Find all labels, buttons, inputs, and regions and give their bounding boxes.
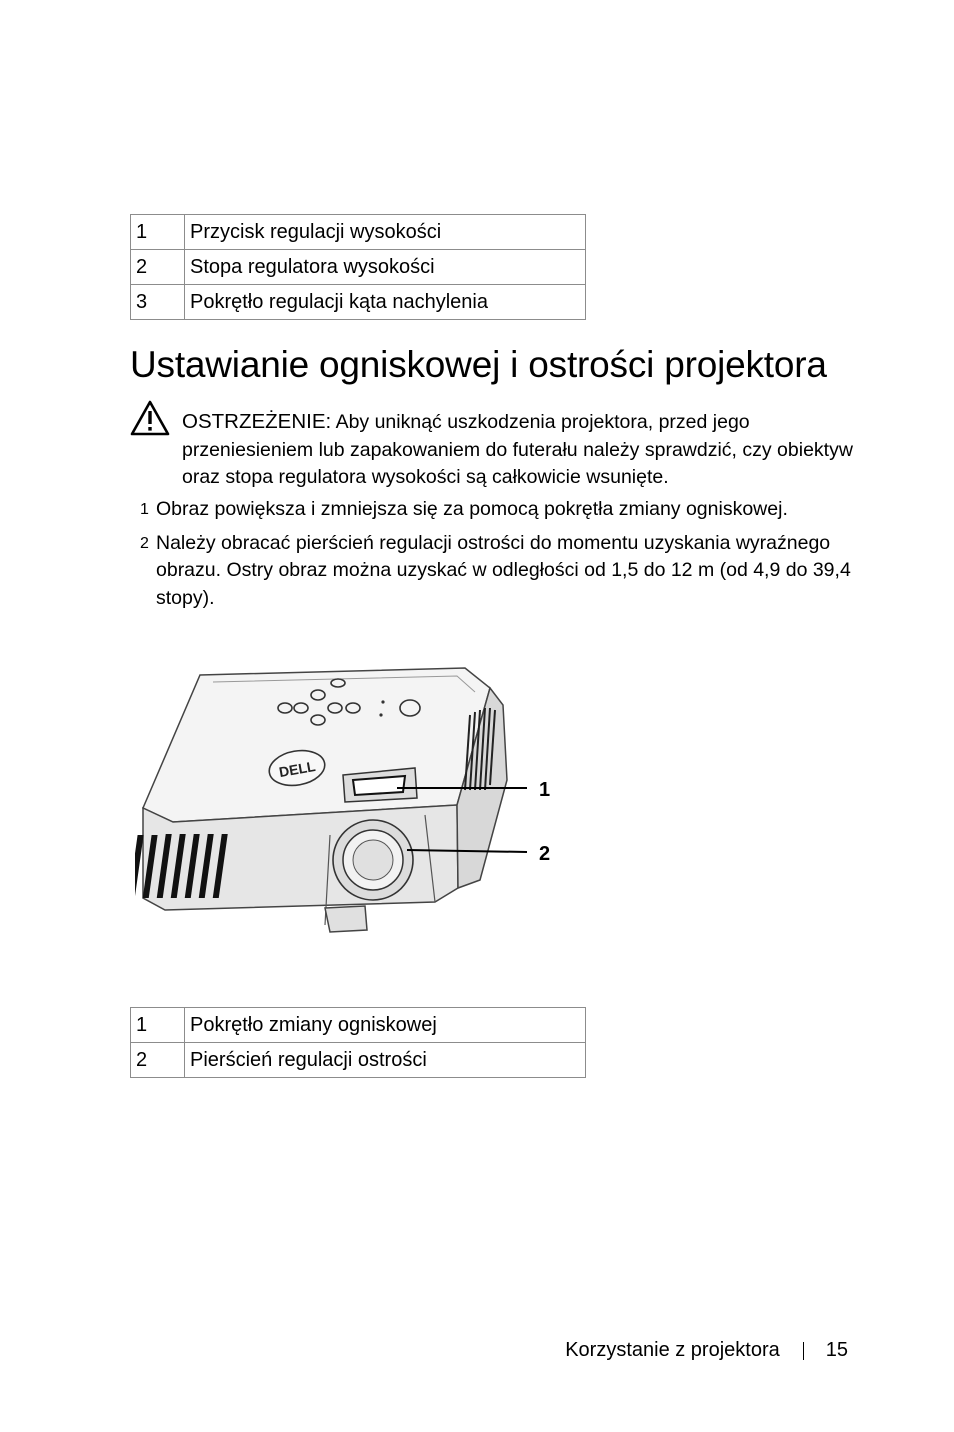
step-number: 1: [140, 501, 149, 518]
list-item: [140, 496, 880, 524]
callout-2: 2: [539, 843, 551, 865]
row-label: Pierścień regulacji ostrości: [185, 1043, 586, 1078]
steps-list: [140, 496, 880, 618]
warning-note: [182, 408, 862, 492]
legend-table-bottom: [130, 1007, 586, 1078]
footer-divider: [803, 1342, 804, 1360]
warning-text: Aby uniknąć uszkodzenia projektora, przed jego przeniesieniem lub zapakowaniem do futerału należy sprawdzić, czy obiektyw oraz stopa regulatora wysokości są całkowicie wsunięte.: [182, 411, 853, 488]
warning-label: OSTRZEŻENIE:: [182, 410, 332, 433]
row-number: 3: [131, 285, 185, 320]
table-row: [131, 1043, 586, 1078]
row-number: 2: [131, 250, 185, 285]
page-footer: [565, 1339, 848, 1362]
step-number: 2: [140, 534, 149, 552]
table-row: [131, 215, 586, 250]
page-number: 15: [825, 1339, 848, 1361]
row-number: 1: [131, 1008, 185, 1043]
list-item: [140, 530, 880, 613]
row-label: Pokrętło regulacji kąta nachylenia: [185, 285, 586, 320]
table-row: [131, 285, 586, 320]
row-label: Stopa regulatora wysokości: [185, 250, 586, 285]
footer-section-name: Korzystanie z projektora: [565, 1339, 780, 1361]
table-row: [131, 250, 586, 285]
row-label: Pokrętło zmiany ogniskowej: [185, 1008, 586, 1043]
table-row: [131, 1008, 586, 1043]
callout-1: 1: [539, 779, 551, 801]
step-text: Obraz powiększa i zmniejsza się za pomocą pokrętła zmiany ogniskowej.: [156, 498, 788, 520]
row-number: 1: [131, 215, 185, 250]
row-number: 2: [131, 1043, 185, 1078]
legend-table-top: [130, 214, 586, 320]
section-title: Ustawianie ogniskowej i ostrości projektora: [130, 344, 827, 385]
logo-text: DELL: [277, 757, 317, 781]
warning-triangle-icon: [130, 400, 170, 436]
row-label: Przycisk regulacji wysokości: [185, 215, 586, 250]
step-text: Należy obracać pierścień regulacji ostrości do momentu uzyskania wyraźnego obrazu. Ostry obraz można uzyskać w odległości od 1,5 do 12 m (od 4,9 do 39,4 stopy).: [156, 531, 851, 609]
projector-illustration: [135, 640, 555, 955]
